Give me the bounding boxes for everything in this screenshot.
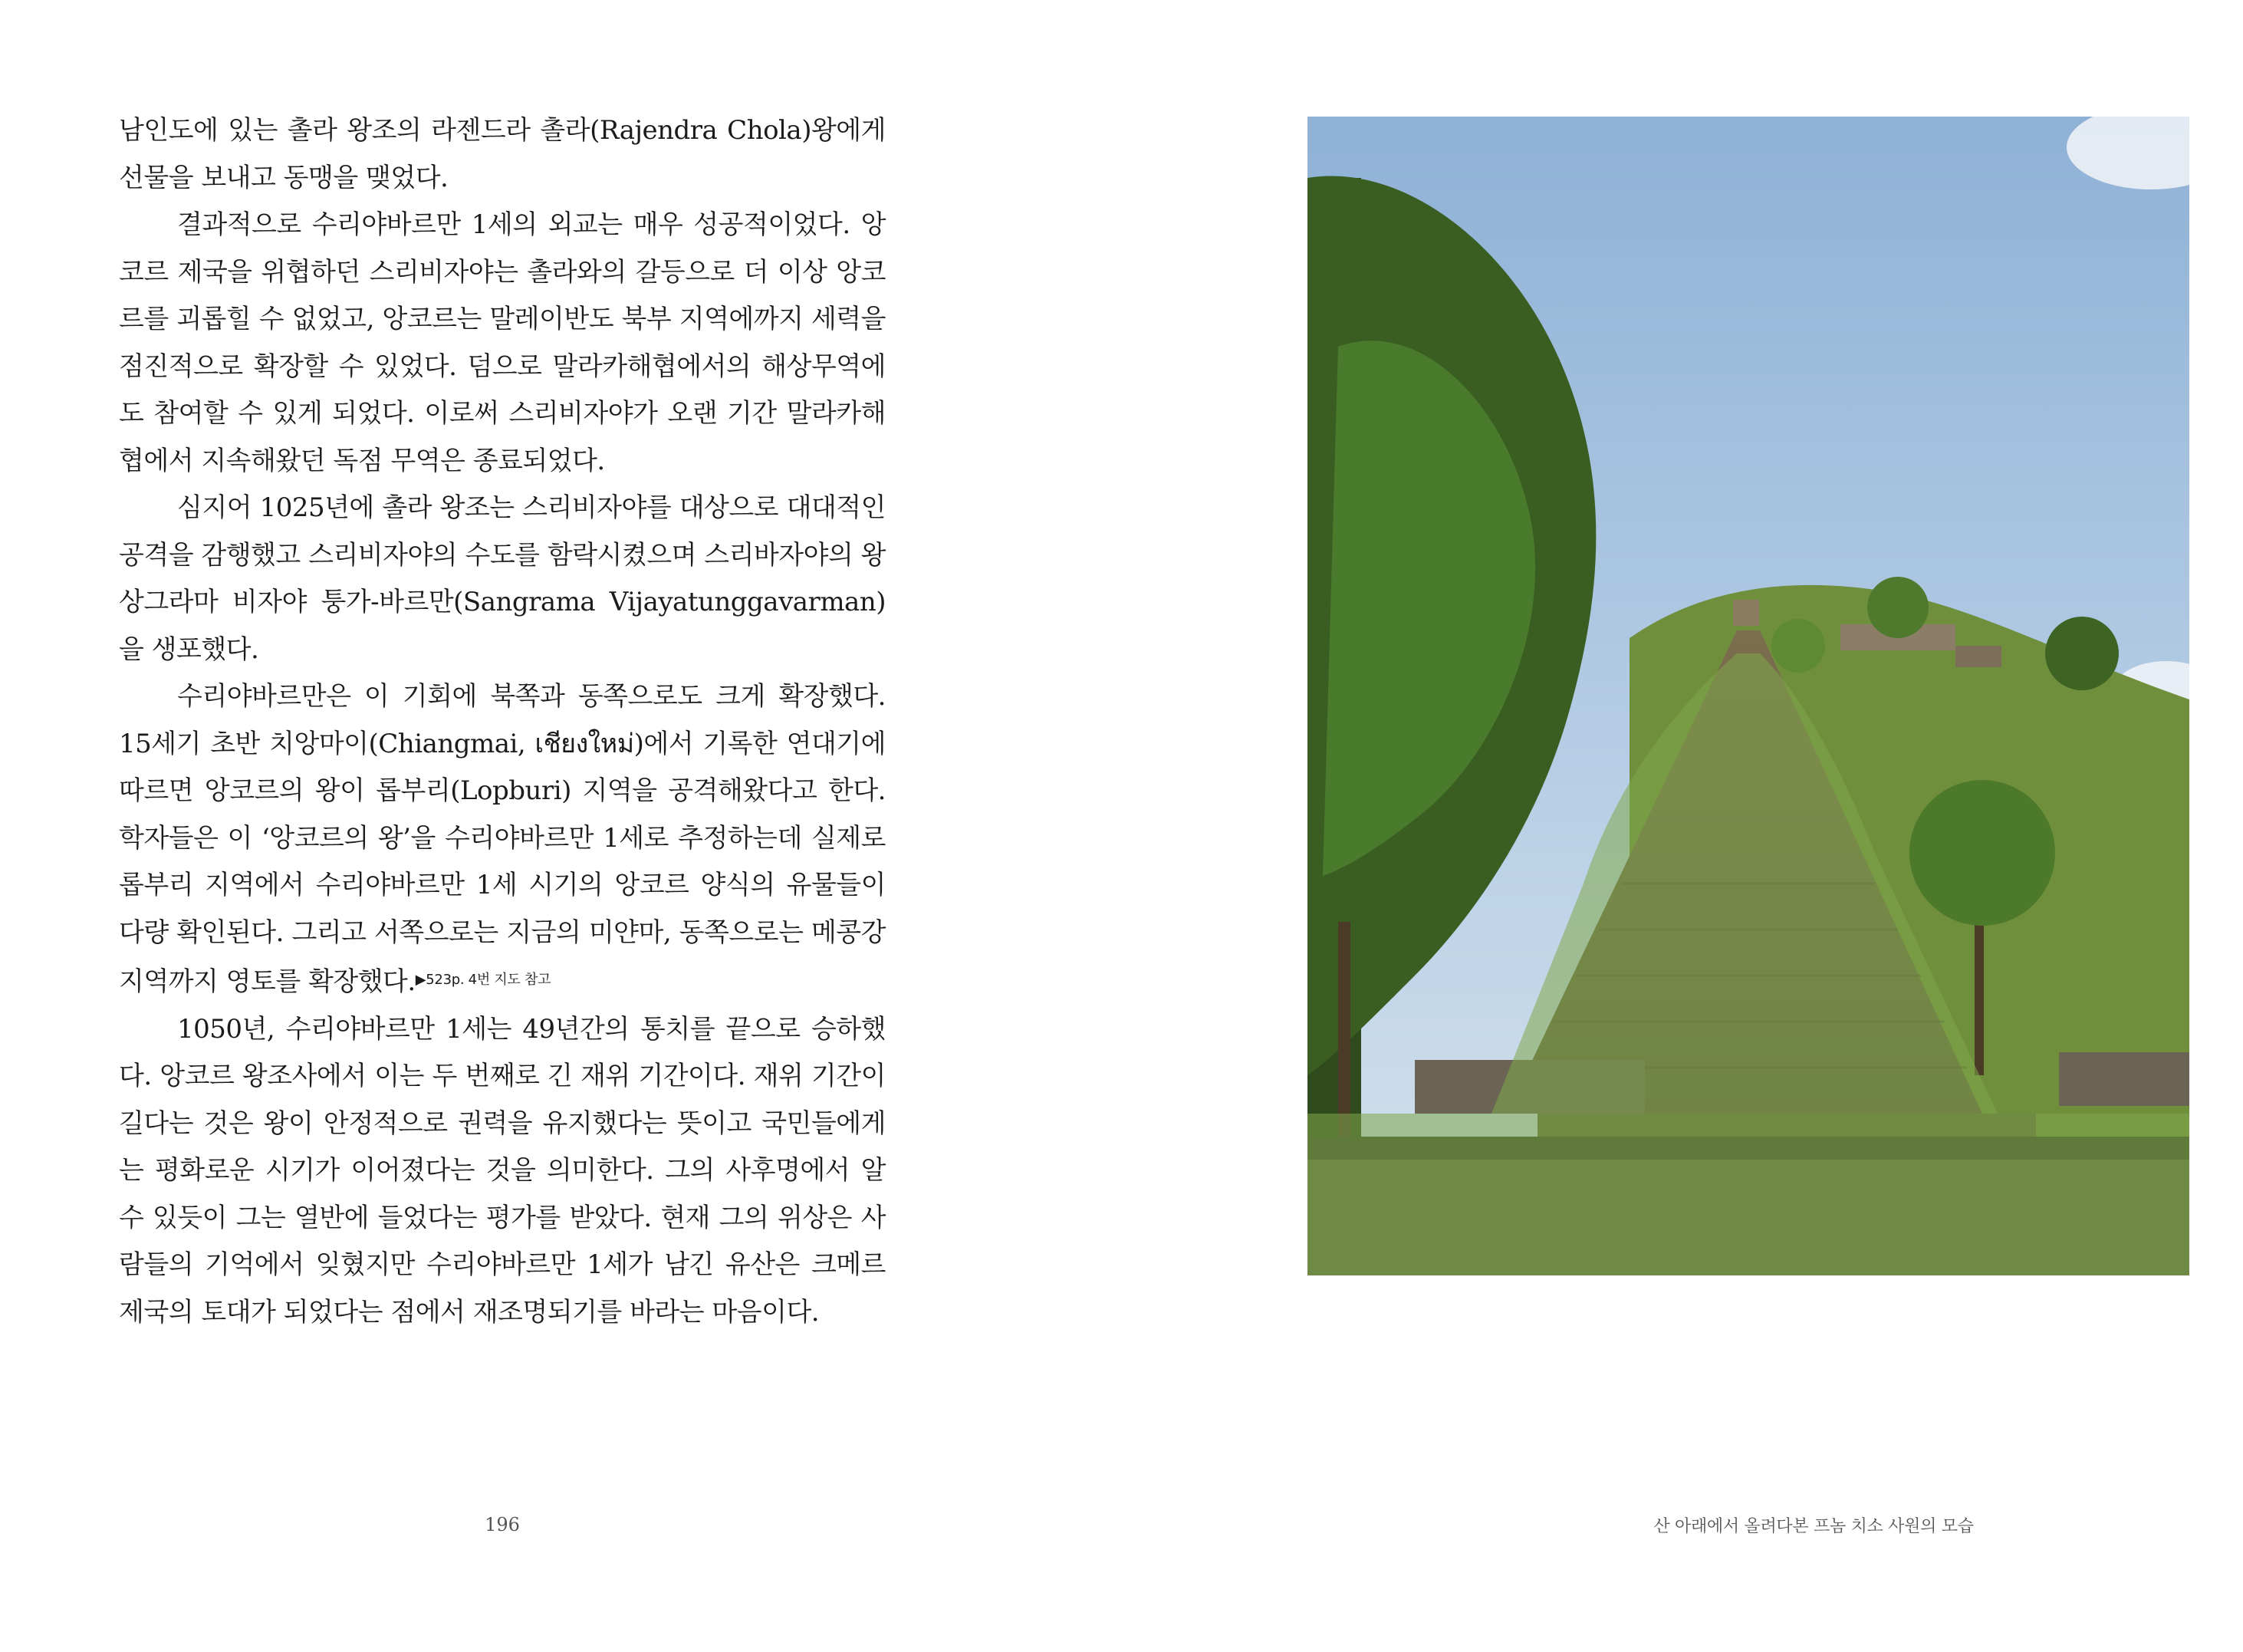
paragraph-5: 1050년, 수리야바르만 1세는 49년간의 통치를 끝으로 승하했다. 앙코르 왕조사에서 이는 두 번째로 긴 재위 기간이다. 재위 기간이 길다는 것은 왕이 안정적으로 권력을 유지했다는 뜻이고 국민들에게는 평화로운 시기가 이어졌다는 것을 의미한다. 그의 사후명에서 알 수 있듯이 그는 열반에 들었다는 평가를 받았다. 현재 그의 위상은 사람들의 기억에서 잊혔지만 수리야바르만 1세가 남긴 유산은 크메르 제국의 토대가 되었다는 점에서 재조명되기를 바라는 마음이다. [119,1013,886,1328]
paragraph-4 [119,673,886,1006]
page-number: 196 [485,1514,520,1535]
paragraph-4-text: 수리야바르만은 이 기회에 북쪽과 동쪽으로도 크게 확장했다. 15세기 초반 치앙마이(Chiangmai, เชียงใหม่)에서 기록한 연대기에 따르면 앙코르의 왕이 롭부리(Lopburi) 지역을 공격해왔다고 한다. 학자들은 이 ‘앙코르의 왕’을 수리야바르만 1세로 추정하는데 실제로 롭부리 지역에서 수리야바르만 1세 시기의 앙코르 양식의 유물들이 다량 확인된다. 그리고 서쪽으로는 지금의 미얀마, 동쪽으로는 메콩강 지역까지 영토를 확장했다. [119,681,886,997]
paragraph-3: 심지어 1025년에 촐라 왕조는 스리비자야를 대상으로 대대적인 공격을 감행했고 스리비자야의 수도를 함락시켰으며 스리바자야의 왕 상그라마 비자야 퉁가-바르만(Sangrama Vijayatunggavarman)을 생포했다. [119,492,886,665]
photo-caption: 산 아래에서 올려다본 프놈 치소 사원의 모습 [1653,1517,1974,1536]
right-page [1121,0,2243,1652]
map-reference-note: ▶523p. 4번 지도 참고 [415,972,551,988]
left-page [0,0,1121,1652]
paragraph-1: 남인도에 있는 촐라 왕조의 라젠드라 촐라(Rajendra Chola)왕에게 선물을 보내고 동맹을 맺었다. [119,115,886,193]
temple-staircase-photo [1307,117,2189,1275]
paragraph-2: 결과적으로 수리야바르만 1세의 외교는 매우 성공적이었다. 앙코르 제국을 위협하던 스리비자야는 촐라와의 갈등으로 더 이상 앙코르를 괴롭힐 수 없었고, 앙코르는 말레이반도 북부 지역에까지 세력을 점진적으로 확장할 수 있었다. 덤으로 말라카해협에서의 해상무역에도 참여할 수 있게 되었다. 이로써 스리비자야가 오랜 기간 말라카해협에서 지속해왔던 독점 무역은 종료되었다. [119,209,886,476]
body-text [119,107,886,1336]
